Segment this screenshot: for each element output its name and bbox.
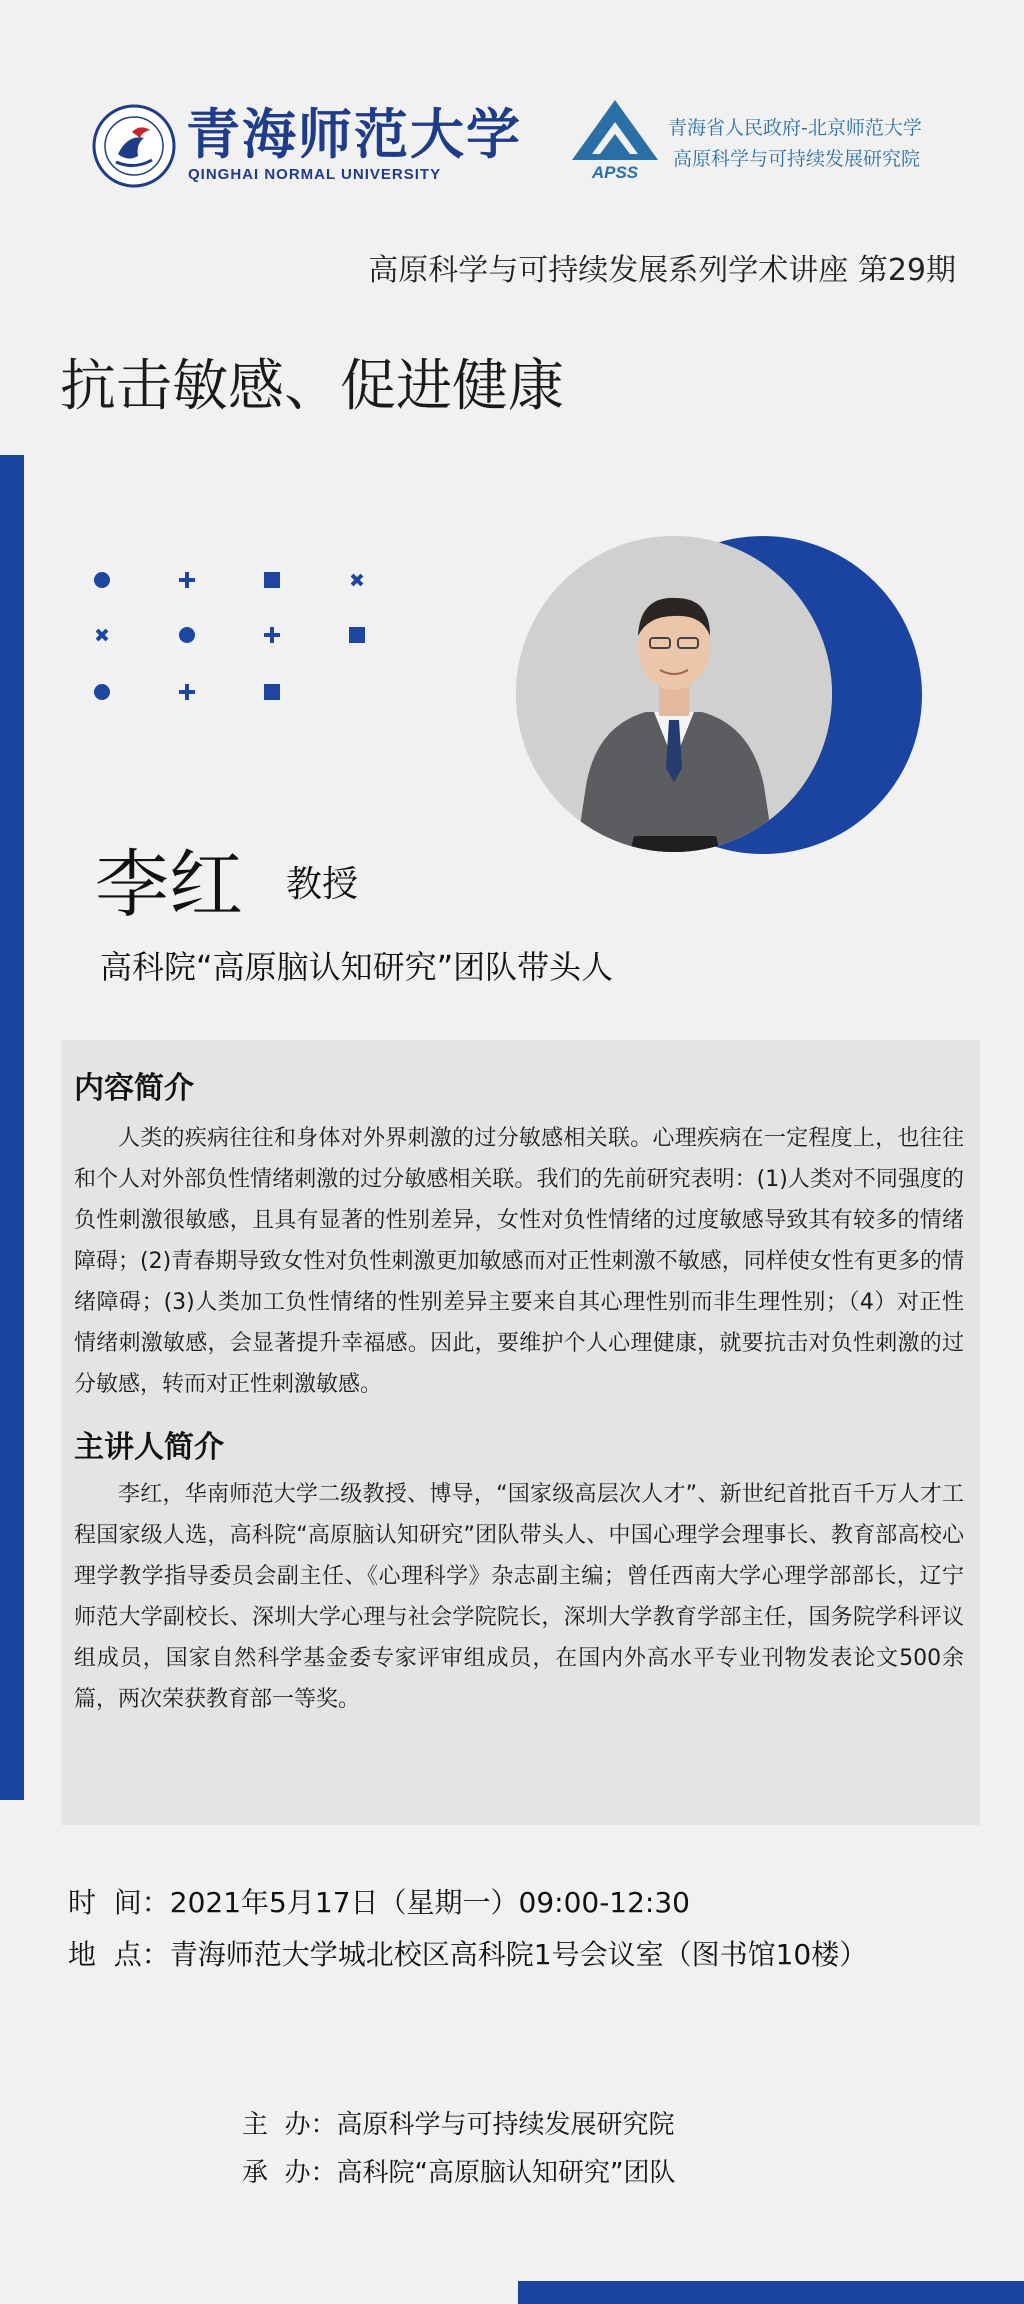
summary-heading: 内容简介 xyxy=(74,1071,194,1106)
event-place: 地 点：青海师范大学城北校区高科院1号会议室（图书馆10楼） xyxy=(68,1938,868,1971)
dot-symbol-icon xyxy=(90,680,114,704)
host-organizer: 主 办：高原科学与可持续发展研究院 xyxy=(242,2110,675,2140)
lecture-title: 抗击敏感、促进健康 xyxy=(60,354,564,419)
plus-symbol-icon xyxy=(175,568,199,592)
square-symbol-icon xyxy=(260,680,284,704)
speaker-bio-text: 李红，华南师范大学二级教授、博导，“国家级高层次人才”、新世纪首批百千万人才工程国家级人选，高科院“高原脑认知研究”团队带头人、中国心理学会理事长、教育部高校心理学教学指导委员会副主任、《心理科学》杂志副主编；曾任西南大学心理学部部长，辽宁师范大学副校长、深圳大学心理与社会学院院长，深圳大学教育学部主任，国务院学科评议组成员，国家自然科学基金委专家评审组成员，在国内外高水平专业刊物发表论文500余篇，两次荣获教育部一等奖。 xyxy=(74,1482,964,1712)
apss-logo xyxy=(570,98,660,182)
university-name-cn: 青海师范大学 xyxy=(186,102,522,166)
times-symbol-icon xyxy=(345,568,369,592)
square-symbol-icon xyxy=(345,623,369,647)
speaker-bio-heading: 主讲人简介 xyxy=(74,1430,224,1465)
speaker-portrait xyxy=(516,536,832,852)
speaker-photo-icon xyxy=(516,536,832,852)
left-accent-bar xyxy=(0,455,24,1800)
dot-symbol-icon xyxy=(90,568,114,592)
svg-text:APSS: APSS xyxy=(591,163,639,182)
speaker-name: 李红 xyxy=(95,842,243,928)
plus-symbol-icon xyxy=(175,680,199,704)
bottom-accent-bar xyxy=(518,2281,1024,2304)
event-time: 时 间：2021年5月17日（星期一）09:00-12:30 xyxy=(68,1886,690,1919)
plus-symbol-icon xyxy=(260,623,284,647)
square-symbol-icon xyxy=(260,568,284,592)
university-seal-logo xyxy=(92,104,176,188)
institute-name-line1: 青海省人民政府-北京师范大学 xyxy=(668,117,922,139)
speaker-role: 高科院“高原脑认知研究”团队带头人 xyxy=(100,948,614,986)
institute-name-line2: 高原科学与可持续发展研究院 xyxy=(673,148,921,170)
decorative-symbol-grid xyxy=(92,568,382,708)
speaker-academic-title: 教授 xyxy=(286,864,359,905)
lecture-series-title: 高原科学与可持续发展系列学术讲座 第29期 xyxy=(368,253,956,288)
co-host-organizer: 承 办：高科院“高原脑认知研究”团队 xyxy=(242,2158,676,2188)
summary-text: 人类的疾病往往和身体对外界刺激的过分敏感相关联。心理疾病在一定程度上，也往往和个人对外部负性情绪刺激的过分敏感相关联。我们的先前研究表明：(1)人类对不同强度的负性刺激很敏感，且具有显著的性别差异，女性对负性情绪的过度敏感导致其有较多的情绪障碍；(2)青春期导致女性对负性刺激更加敏感而对正性刺激不敏感，同样使女性有更多的情绪障碍；(3)人类加工负性情绪的性别差异主要来自其心理性别而非生理性别；（4）对正性情绪刺激敏感，会显著提升幸福感。因此，要维护个人心理健康，就要抗击对负性刺激的过分敏感，转而对正性刺激敏感。 xyxy=(74,1126,964,1397)
times-symbol-icon xyxy=(90,623,114,647)
university-name-en: QINGHAI NORMAL UNIVERSITY xyxy=(188,166,442,183)
dot-symbol-icon xyxy=(175,623,199,647)
